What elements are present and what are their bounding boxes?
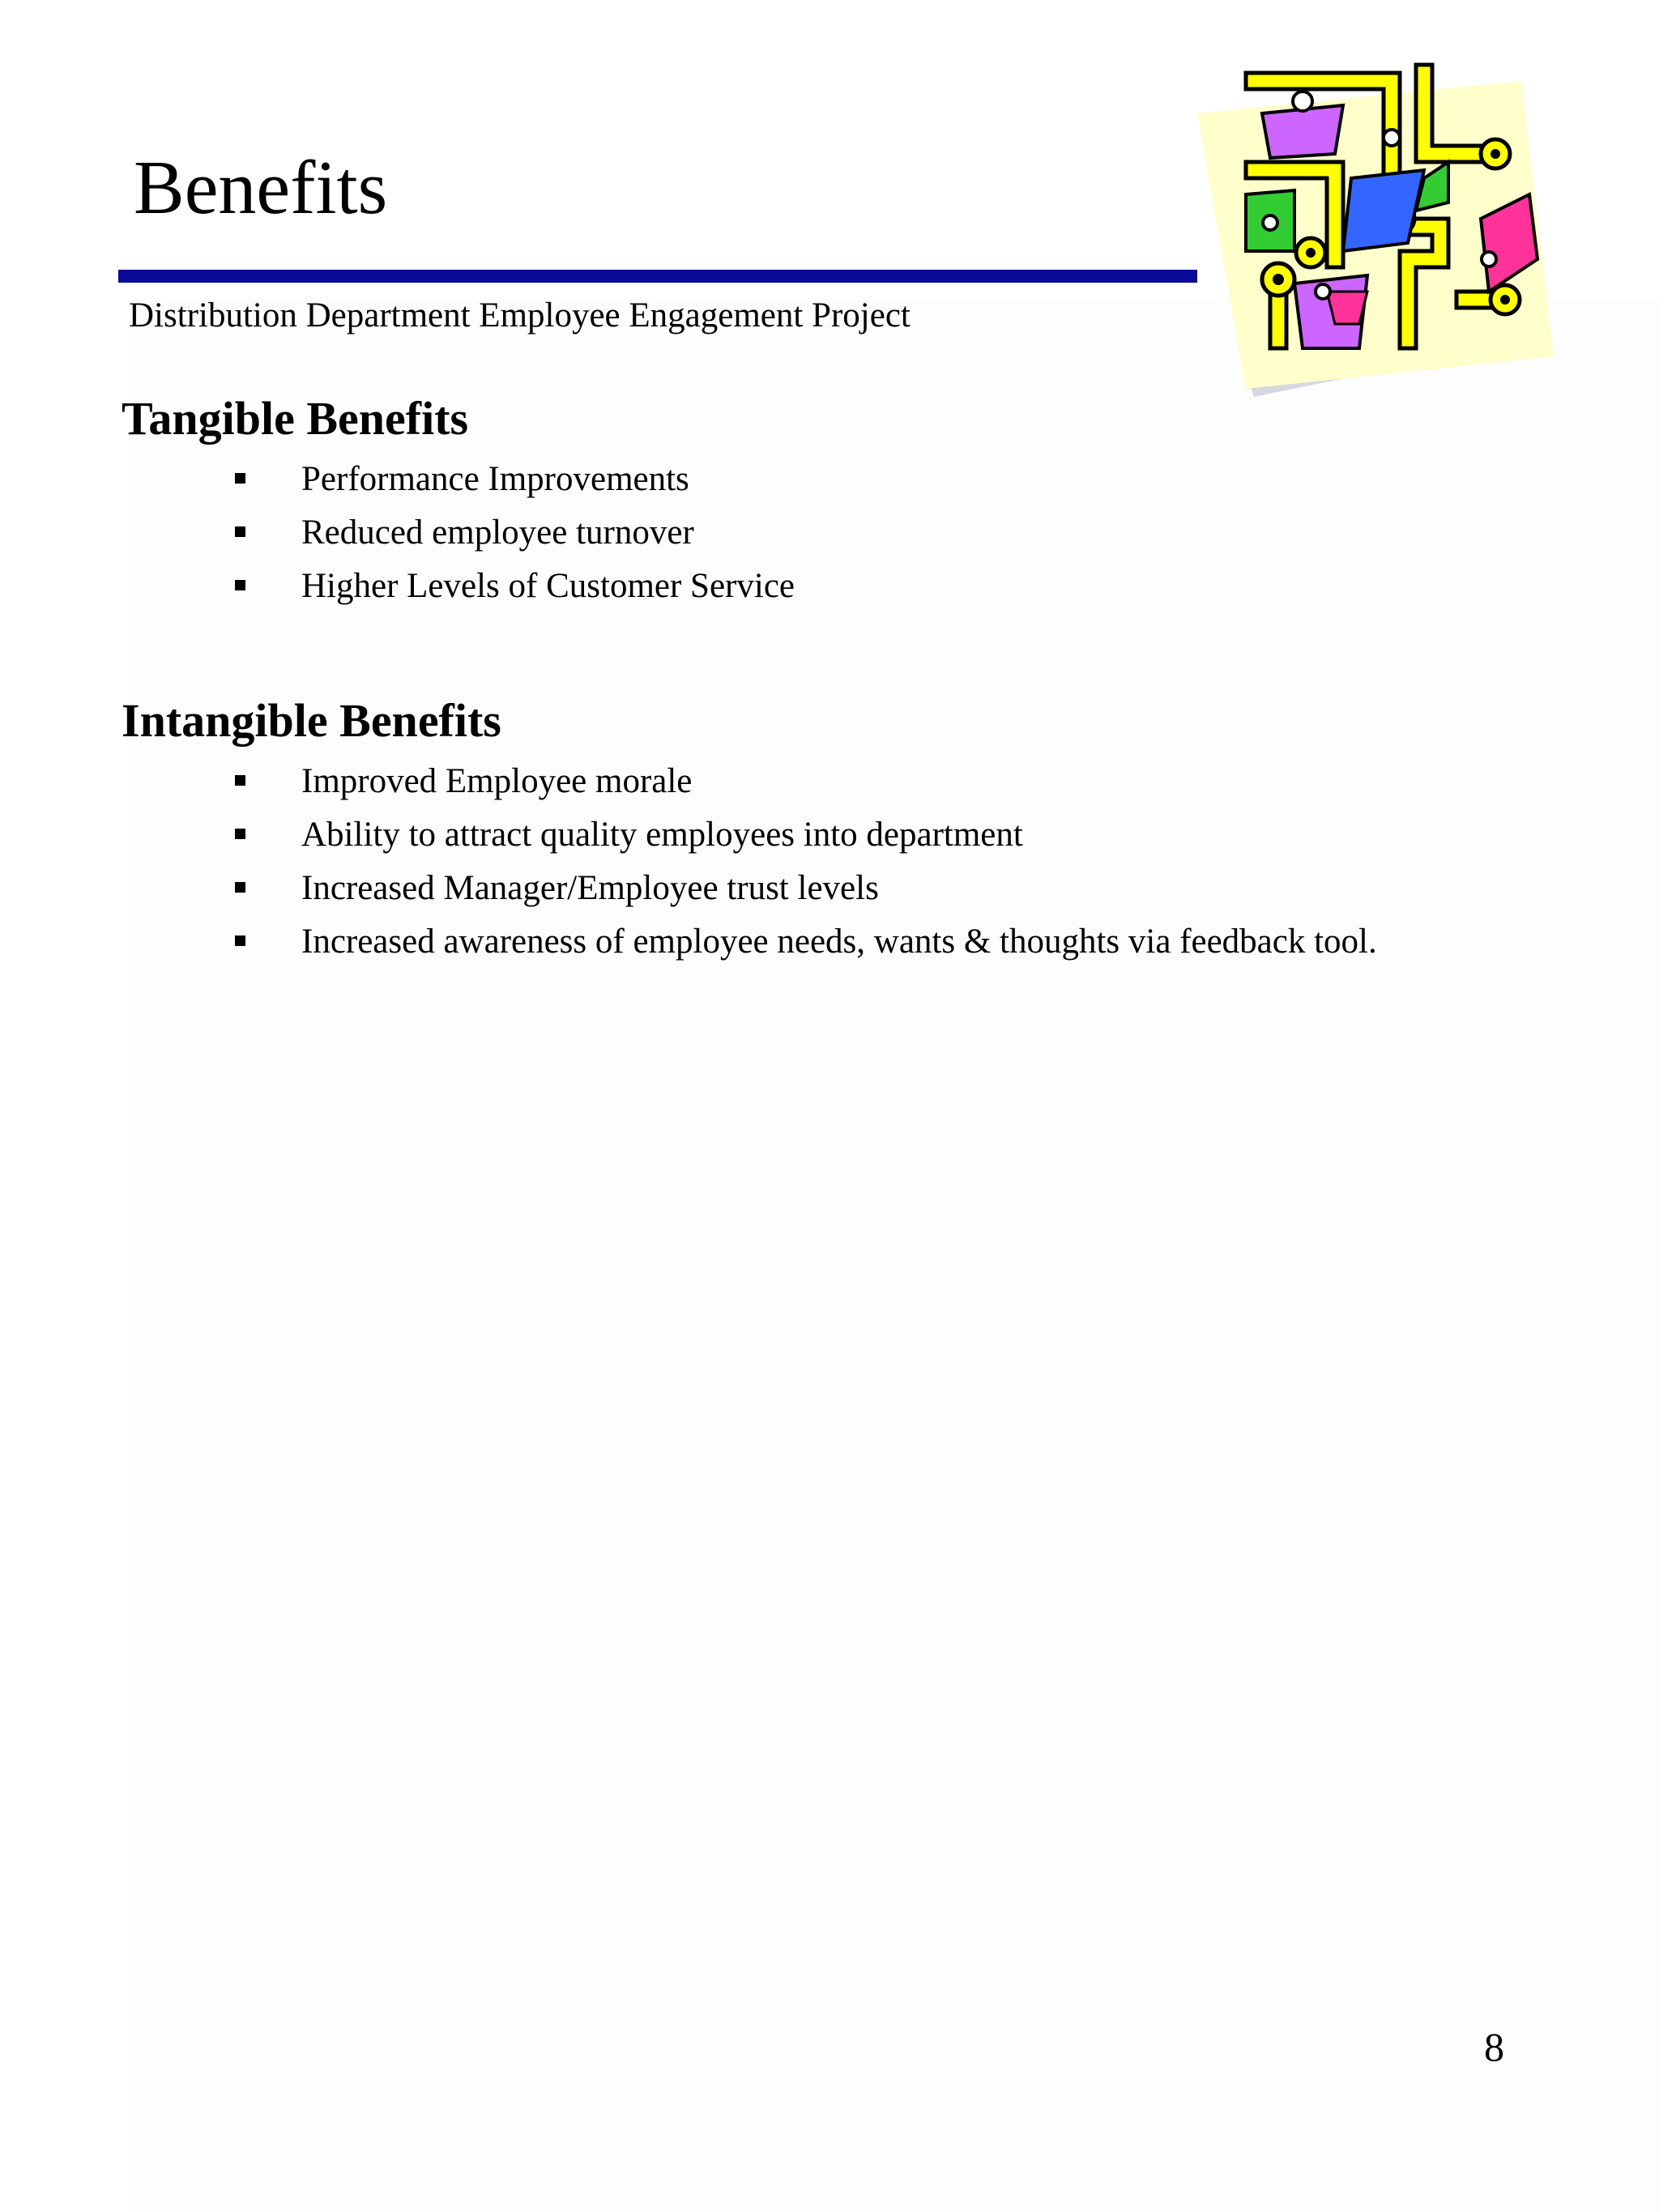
section-heading-intangible: Intangible Benefits [122, 694, 501, 747]
square-bullet-icon [235, 526, 245, 537]
list-item-text: Performance Improvements [301, 460, 689, 498]
list-item-text: Ability to attract quality employees into department [301, 816, 1023, 854]
square-bullet-icon [235, 882, 245, 893]
list-item-text: Reduced employee turnover [301, 514, 694, 552]
page-subtitle: Distribution Department Employee Engagement Project [129, 296, 911, 335]
page-title: Benefits [134, 146, 388, 230]
list-item-text: Increased Manager/Employee trust levels [301, 869, 879, 907]
square-bullet-icon [235, 829, 245, 839]
title-divider [118, 270, 1197, 283]
square-bullet-icon [235, 580, 245, 590]
section-heading-tangible: Tangible Benefits [122, 392, 469, 445]
list-item-text: Increased awareness of employee needs, wants & thoughts via feedback tool. [301, 923, 1377, 961]
list-item-text: Improved Employee morale [301, 762, 693, 800]
square-bullet-icon [235, 775, 245, 786]
page-number: 8 [1484, 2024, 1504, 2069]
list-item-text: Higher Levels of Customer Service [301, 567, 795, 605]
square-bullet-icon [235, 473, 245, 484]
square-bullet-icon [235, 936, 245, 946]
people-puzzle-clipart-icon [1181, 57, 1562, 397]
